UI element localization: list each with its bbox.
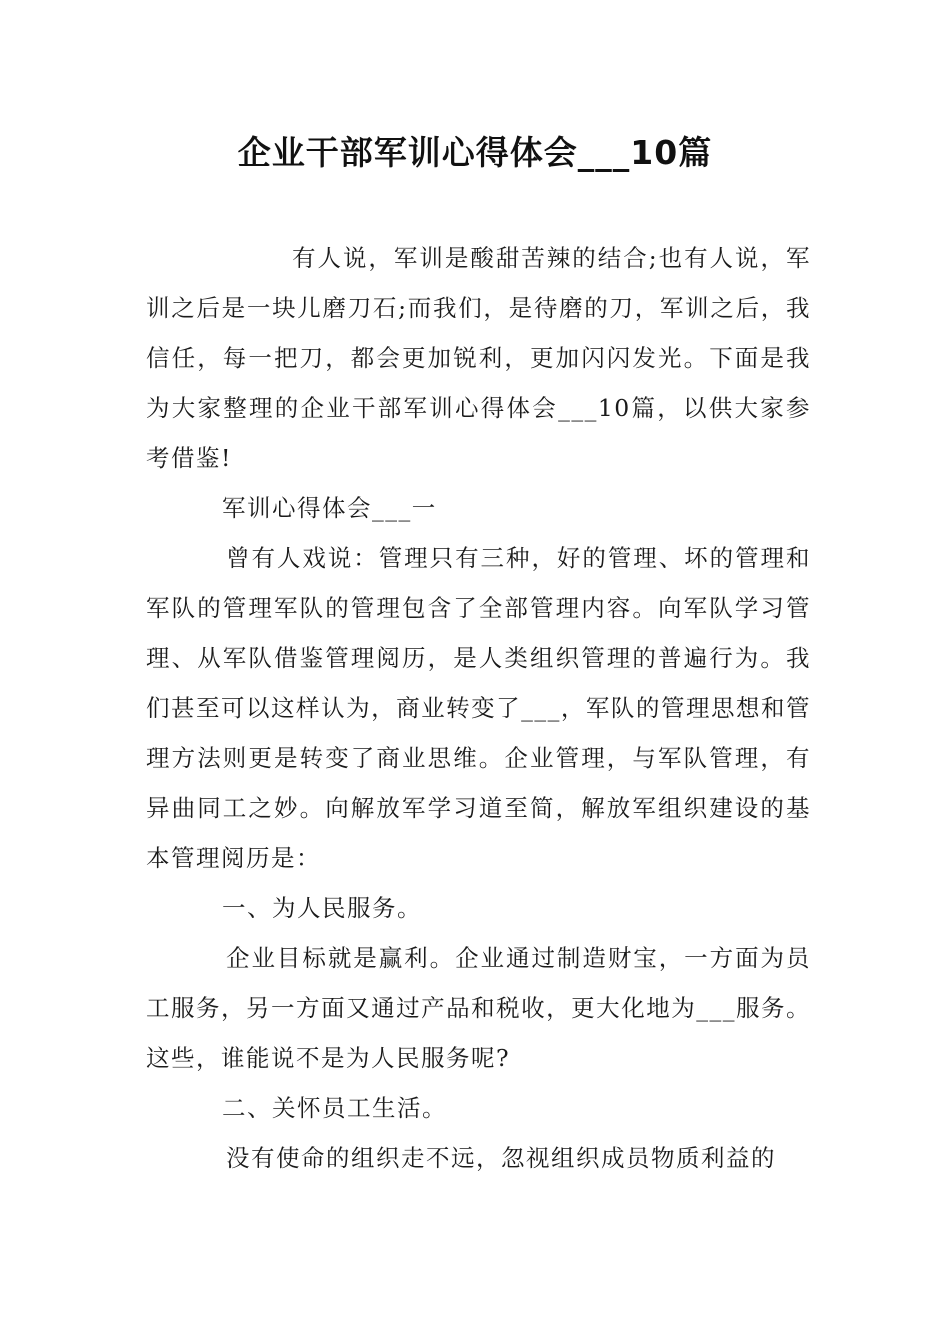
body-paragraph: 曾有人戏说：管理只有三种，好的管理、坏的管理和军队的管理军队的管理包含了全部管理内容。向军队学习管理、从军队借鉴管理阅历，是人类组织管理的普遍行为。我们甚至可以这样认为，商业转变了___，军队的管理思想和管理方法则更是转变了商业思维。企业管理，与军队管理，有异曲同工之妙。向解放军学习道至简，解放军组织建设的基本管理阅历是： xyxy=(146,544,811,872)
body-paragraph: 企业目标就是赢利。企业通过制造财宝，一方面为员工服务，另一方面又通过产品和税收，更大化地为___服务。这些，谁能说不是为人民服务呢? xyxy=(146,944,811,1072)
section-heading-1: 军训心得体会___一 xyxy=(222,494,437,522)
document-title: 企业干部军训心得体会___10篇 xyxy=(237,133,713,172)
list-heading-1: 一、为人民服务。 xyxy=(222,894,422,922)
intro-paragraph: 有人说，军训是酸甜苦辣的结合;也有人说，军训之后是一块儿磨刀石;而我们，是待磨的刀，军训之后，我信任，每一把刀，都会更加锐利，更加闪闪发光。下面是我为大家整理的企业干部军训心得体会___10篇，以供大家参考借鉴! xyxy=(146,244,811,472)
list-heading-2: 二、关怀员工生活。 xyxy=(222,1094,447,1122)
document-body xyxy=(146,233,811,1183)
body-paragraph: 没有使命的组织走不远，忽视组织成员物质利益的 xyxy=(226,1144,776,1172)
